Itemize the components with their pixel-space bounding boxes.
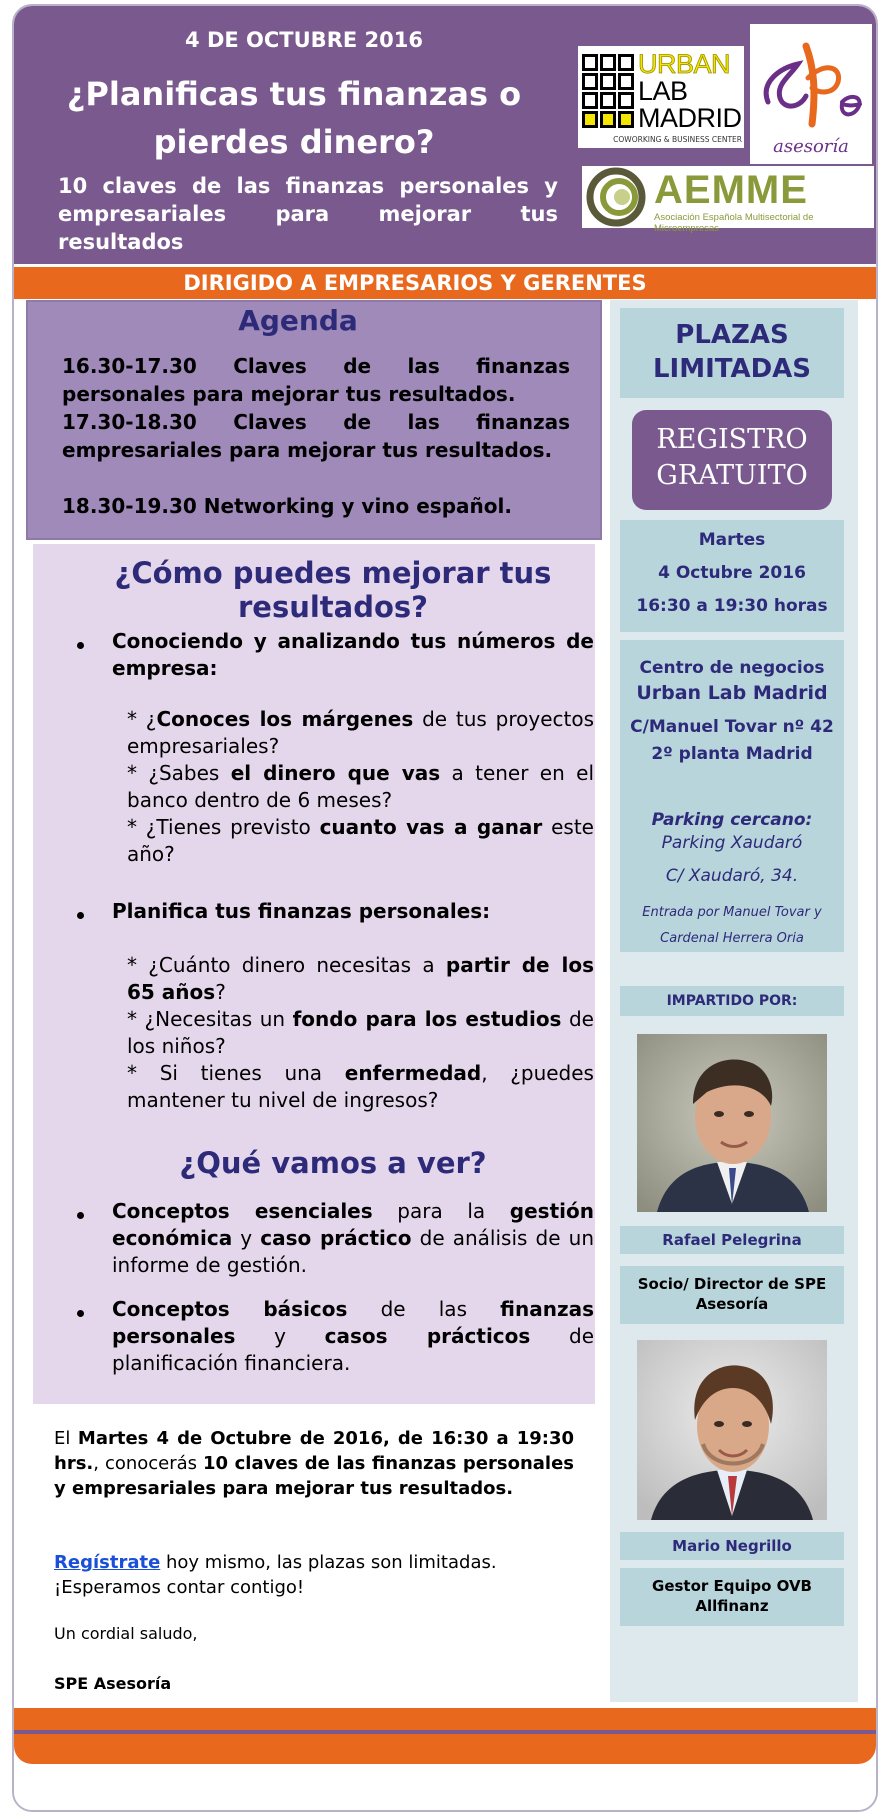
agenda-box: [26, 300, 602, 540]
question-item: * ¿Tienes previsto cuanto vas a ganar este año?: [127, 815, 594, 866]
question-item: * ¿Necesitas un fondo para los estudios de los niños?: [127, 1007, 594, 1058]
newsletter-frame: [12, 4, 878, 1812]
section-title-mejorar: ¿Cómo puedes mejorar tus resultados?: [114, 556, 552, 624]
urban-lab-word-urban: URBAN: [638, 49, 731, 79]
limited-seats-box: PLAZAS LIMITADAS: [620, 308, 844, 398]
agenda-item: 18.30-19.30 Networking y vino español.: [62, 494, 512, 518]
question-item: * Si tienes una enfermedad, ¿puedes mantener tu nivel de ingresos?: [127, 1061, 594, 1112]
bullet-icon: [77, 642, 84, 649]
date-box: [620, 520, 844, 632]
speaker-photo-mario: [637, 1340, 827, 1520]
spe-logo: [750, 24, 872, 164]
event-date: 4 DE OCTUBRE 2016: [185, 28, 423, 52]
signature: SPE Asesoría: [54, 1674, 172, 1693]
aemme-logo: [582, 166, 874, 234]
free-registration-button[interactable]: REGISTRO GRATUITO: [632, 410, 832, 510]
urban-lab-word-lab: LAB: [638, 76, 688, 106]
speaker-name: Rafael Pelegrina: [620, 1226, 844, 1254]
urban-lab-logo: [578, 46, 744, 148]
event-date-side: 4 Octubre 2016: [658, 563, 806, 583]
speaker-name: Mario Negrillo: [620, 1532, 844, 1560]
agenda-title: Agenda: [238, 304, 358, 337]
greeting: Un cordial saludo,: [54, 1624, 198, 1643]
audience-banner-text: DIRIGIDO A EMPRESARIOS Y GERENTES: [183, 271, 647, 295]
event-day: Martes: [698, 530, 766, 550]
speaker-role: Gestor Equipo OVB Allfinanz: [620, 1568, 844, 1626]
register-paragraph: Regístrate hoy mismo, las plazas son limitadas. ¡Esperamos contar contigo!: [54, 1552, 497, 1598]
question-item: * ¿Cuánto dinero necesitas a partir de los 65 años?: [127, 953, 594, 1004]
question-item: * ¿Sabes el dinero que vas a tener en el banco dentro de 6 meses?: [127, 761, 594, 812]
venue-label: Centro de negocios: [639, 658, 825, 678]
closing-paragraph: El Martes 4 de Octubre de 2016, de 16:30 a 19:30 hrs., conocerás 10 claves de las finanzas personales y empresariales para mejorar tus resultados.: [54, 1428, 574, 1499]
sidebar: [610, 300, 858, 1702]
entrance-note: Entrada por Manuel Tovar y Cardenal Herrera Oria: [642, 905, 822, 946]
register-link[interactable]: Regístrate: [54, 1552, 161, 1573]
list-item: Planifica tus finanzas personales:: [112, 899, 491, 923]
agenda-item: 16.30-17.30 Claves de las finanzas personales para mejorar tus resultados.: [62, 354, 570, 406]
aemme-title: AEMME: [654, 168, 808, 212]
aemme-caption: Asociación Española Multisectorial de Microempresas: [654, 212, 814, 234]
aemme-circle-icon: [584, 166, 650, 228]
page-title: ¿Planificas tus finanzas o pierdes dinero?: [66, 75, 522, 161]
venue-address: C/Manuel Tovar nº 42 2º planta Madrid: [630, 717, 834, 764]
audience-banner: [14, 264, 876, 299]
speaker-role: Socio/ Director de SPE Asesoría: [620, 1266, 844, 1324]
spe-mark-icon: [750, 24, 872, 136]
parking-address: C/ Xaudaró, 34.: [665, 866, 799, 886]
list-item: Conceptos esenciales para la gestión económica y caso práctico de análisis de un informe de gestión.: [112, 1199, 594, 1277]
header: [14, 6, 876, 264]
content-box: [33, 544, 595, 1404]
bullet-icon: [77, 1310, 84, 1317]
speaker-photo-rafael: [637, 1034, 827, 1212]
list-item: Conociendo y analizando tus números de empresa:: [112, 629, 594, 680]
speakers-heading: IMPARTIDO POR:: [620, 986, 844, 1016]
parking-label: Parking cercano:: [651, 810, 813, 830]
event-time: 16:30 a 19:30 horas: [636, 596, 828, 616]
agenda-item: 17.30-18.30 Claves de las finanzas empresariales para mejorar tus resultados.: [62, 410, 570, 462]
page-subtitle: 10 claves de las finanzas personales y empresariales para mejorar tus resultados: [58, 174, 558, 254]
footer-band: [14, 1708, 876, 1810]
urban-lab-grid-icon: [582, 54, 634, 130]
bullet-icon: [77, 912, 84, 919]
spe-caption: asesoría: [773, 136, 849, 157]
bullet-icon: [77, 1212, 84, 1219]
urban-lab-caption: COWORKING & BUSINESS CENTER: [613, 135, 742, 144]
parking-name: Parking Xaudaró: [661, 833, 803, 853]
urban-lab-word-madrid: MADRID: [638, 103, 742, 133]
section-title-ver: ¿Qué vamos a ver?: [179, 1146, 487, 1180]
list-item: Conceptos básicos de las finanzas personales y casos prácticos de planificación financiera.: [112, 1297, 594, 1375]
venue-box: [620, 640, 844, 952]
venue-name: Urban Lab Madrid: [636, 682, 828, 704]
question-item: * ¿Conoces los márgenes de tus proyectos empresariales?: [127, 707, 594, 758]
